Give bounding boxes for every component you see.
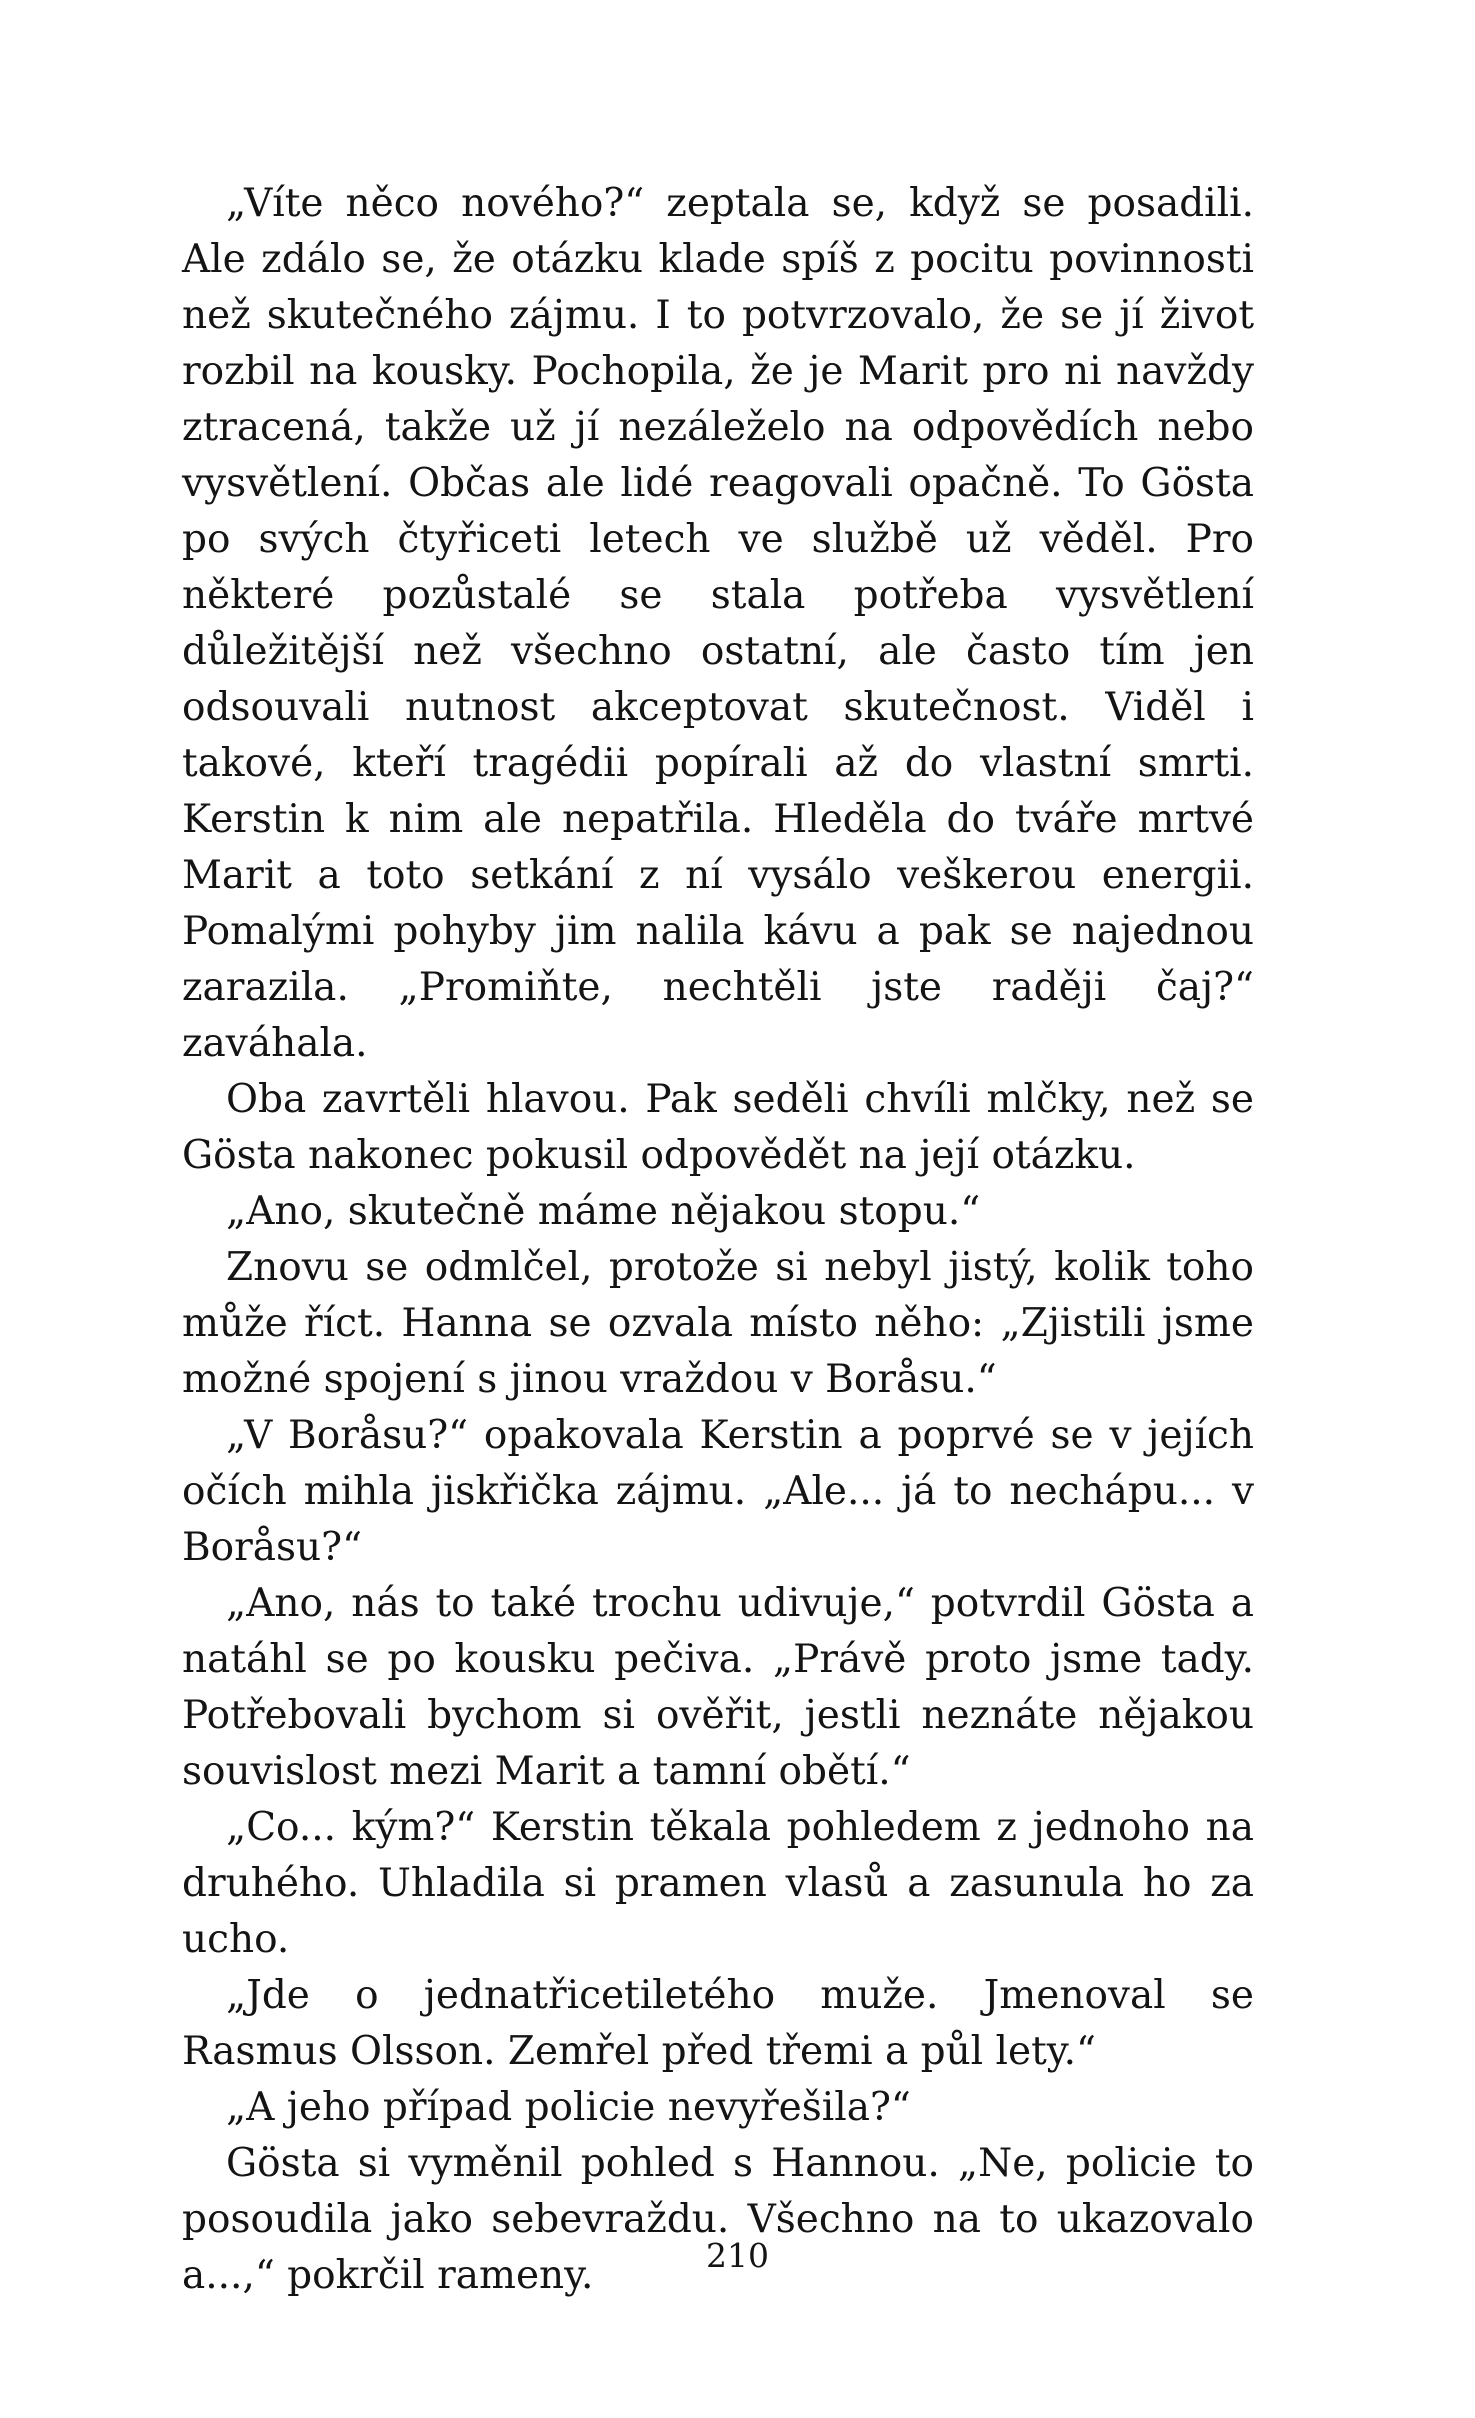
paragraph: Znovu se odmlčel, protože si nebyl jistý, kolik toho může říct. Hanna se ozvala místo něho: „Zjistili jsme možné spojení s jinou vraždou v Boråsu.“ — [182, 1245, 1254, 1402]
paragraph: „Jde o jednatřicetiletého muže. Jmenoval se Rasmus Olsson. Zemřel před třemi a půl lety.“ — [182, 1973, 1254, 2074]
paragraph: „Víte něco nového?“ zeptala se, když se posadili. Ale zdálo se, že otázku klade spíš z pocitu povinnosti než skutečného zájmu. I to potvrzovalo, že se jí život rozbil na kousky. Pochopila, že je Marit pro ni navždy ztracená, takže už jí nezáleželo na odpovědích nebo vysvětlení. Občas ale lidé reagovali opačně. To Gösta po svých čtyřiceti letech ve službě už věděl. Pro některé pozůstalé se stala potřeba vysvětlení důležitější než všechno ostatní, ale často tím jen odsouvali nutnost akceptovat skutečnost. Viděl i takové, kteří tragédii popírali až do vlastní smrti. Kerstin k nim ale nepatřila. Hleděla do tváře mrtvé Marit a toto setkání z ní vysálo veškerou energii. Pomalými pohyby jim nalila kávu a pak se najednou zarazila. „Promiňte, nechtěli jste raději čaj?“ zaváhala. — [182, 181, 1254, 1066]
paragraph: „A jeho případ policie nevyřešila?“ — [226, 2085, 911, 2130]
body-text — [182, 176, 1254, 2304]
paragraph: „Ano, nás to také trochu udivuje,“ potvrdil Gösta a natáhl se po kousku pečiva. „Právě proto jsme tady. Potřebovali bychom si ověřit, jestli neznáte nějakou souvislost mezi Marit a tamní obětí.“ — [182, 1581, 1254, 1794]
paragraph: „V Boråsu?“ opakovala Kerstin a poprvé se v jejích očích mihla jiskřička zájmu. „Ale... já to nechápu... v Boråsu?“ — [182, 1413, 1254, 1570]
paragraph: „Co... kým?“ Kerstin těkala pohledem z jednoho na druhého. Uhladila si pramen vlasů a zasunula ho za ucho. — [182, 1805, 1254, 1962]
paragraph: Gösta si vyměnil pohled s Hannou. „Ne, policie to posoudila jako sebevraždu. Všechno na to ukazovalo a...,“ pokrčil rameny. — [182, 2141, 1254, 2298]
paragraph: Oba zavrtěli hlavou. Pak seděli chvíli mlčky, než se Gösta nakonec pokusil odpovědět na její otázku. — [182, 1077, 1254, 1178]
paragraph: „Ano, skutečně máme nějakou stopu.“ — [226, 1189, 981, 1234]
page-number: 210 — [706, 2236, 769, 2275]
